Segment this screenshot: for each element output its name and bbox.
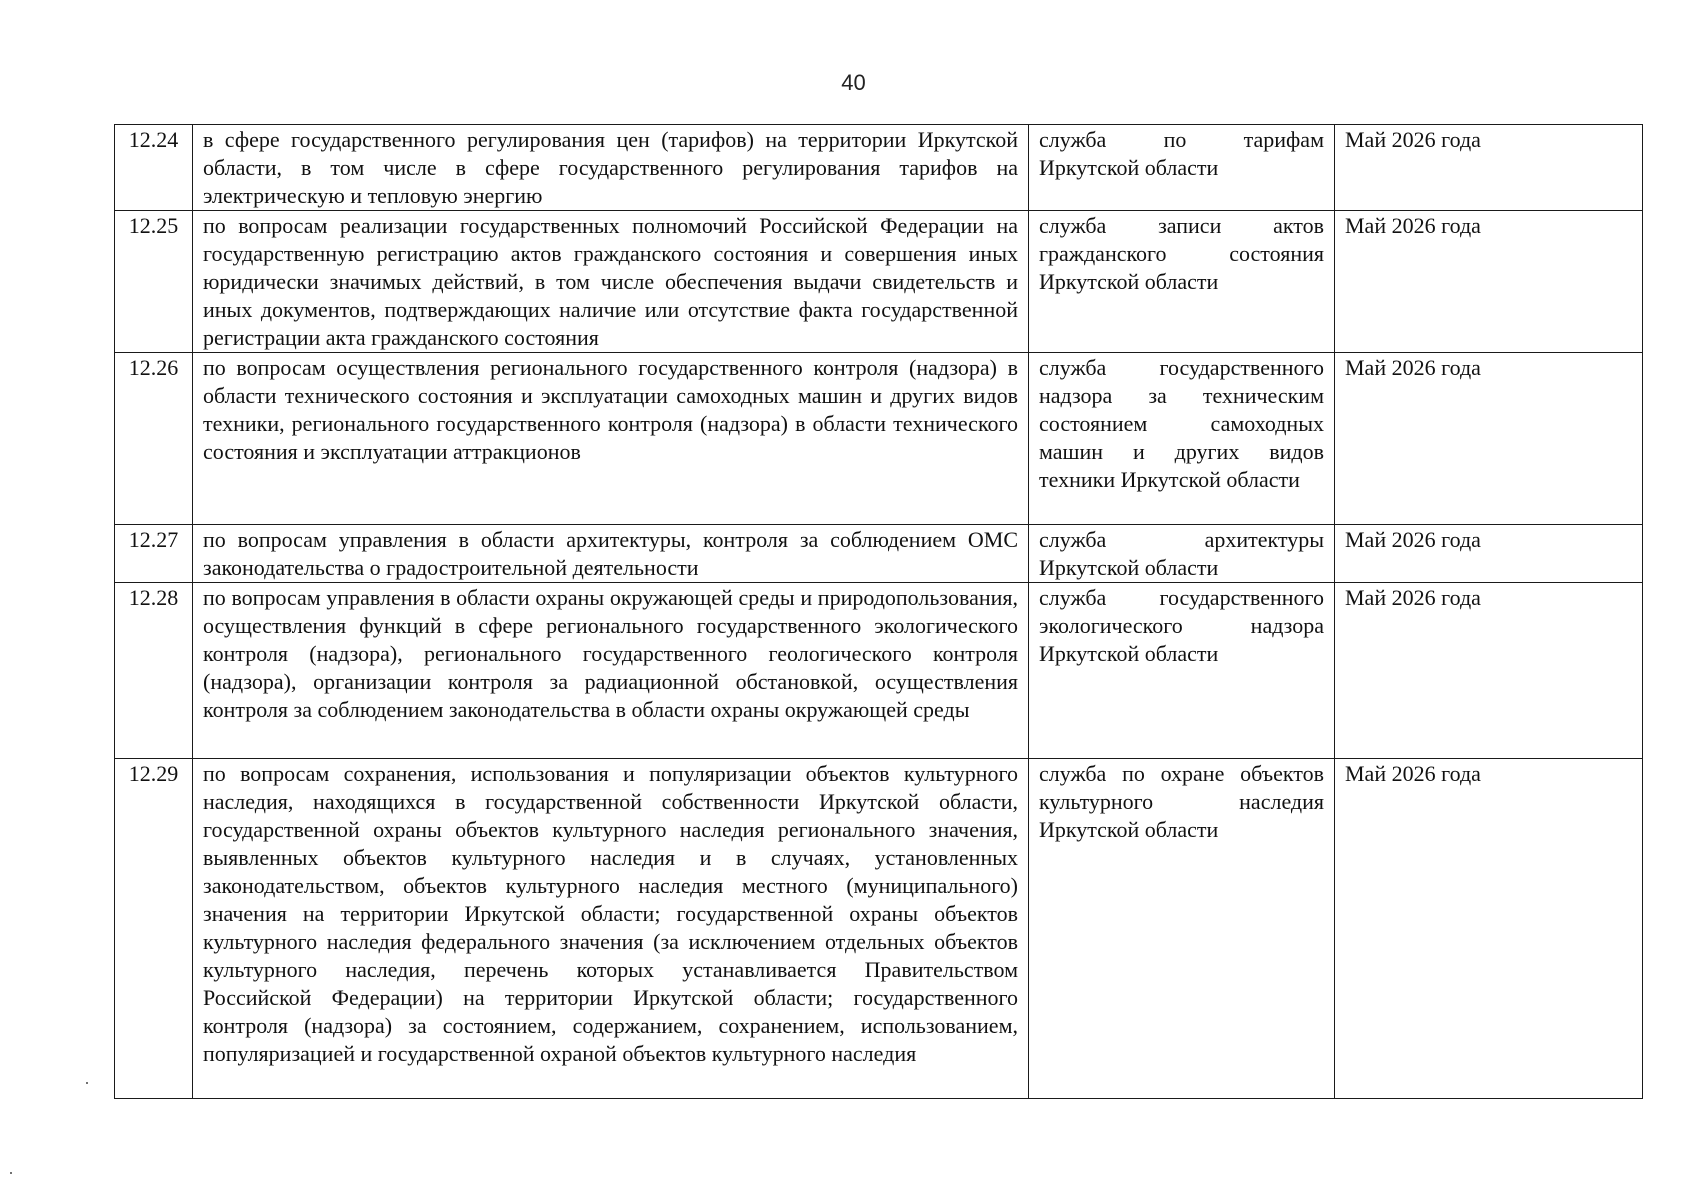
scan-speck: [86, 1082, 88, 1084]
row-description: по вопросам управления в области архитектуры, контроля за соблюдением ОМС законодательства о градостроительной деятельности: [193, 525, 1029, 583]
table-row: [115, 211, 1643, 353]
row-number: 12.27: [115, 525, 193, 583]
row-description: в сфере государственного регулирования цен (тарифов) на территории Иркутской области, в том числе в сфере государственного регулирования тарифов на электрическую и тепловую энергию: [193, 125, 1029, 211]
row-deadline: Май 2026 года: [1335, 583, 1643, 759]
row-responsible-body: служба архитектуры Иркутской области: [1029, 525, 1335, 583]
row-deadline: Май 2026 года: [1335, 353, 1643, 525]
document-table: [114, 124, 1643, 1099]
row-responsible-body: служба по тарифам Иркутской области: [1029, 125, 1335, 211]
table-row: [115, 353, 1643, 525]
row-deadline: Май 2026 года: [1335, 211, 1643, 353]
row-description: по вопросам управления в области охраны окружающей среды и природопользования, осуществления функций в сфере регионального государственного экологического контроля (надзора), регионального государственного геологического контроля (надзора), организации контроля за радиационной обстановкой, осуществления контроля за соблюдением законодательства в области охраны окружающей среды: [193, 583, 1029, 759]
row-deadline: Май 2026 года: [1335, 125, 1643, 211]
row-description: по вопросам осуществления регионального государственного контроля (надзора) в области технического состояния и эксплуатации самоходных машин и других видов техники, регионального государственного контроля (надзора) в области технического состояния и эксплуатации аттракционов: [193, 353, 1029, 525]
row-number: 12.29: [115, 759, 193, 1099]
row-number: 12.24: [115, 125, 193, 211]
row-number: 12.26: [115, 353, 193, 525]
row-number: 12.25: [115, 211, 193, 353]
table-row: [115, 125, 1643, 211]
page-number: 40: [841, 70, 866, 95]
table-row: [115, 583, 1643, 759]
row-deadline: Май 2026 года: [1335, 525, 1643, 583]
row-responsible-body: служба государственного экологического надзора Иркутской области: [1029, 583, 1335, 759]
row-description: по вопросам сохранения, использования и популяризации объектов культурного наследия, находящихся в государственной собственности Иркутской области, государственной охраны объектов культурного наследия регионального значения, выявленных объектов культурного наследия и в случаях, установленных законодательством, объектов культурного наследия местного (муниципального) значения на территории Иркутской области; государственной охраны объектов культурного наследия федерального значения (за исключением отдельных объектов культурного наследия, перечень которых устанавливается Правительством Российской Федерации) на территории Иркутской области; государственного контроля (надзора) за состоянием, содержанием, сохранением, использованием, популяризацией и государственной охраной объектов культурного наследия: [193, 759, 1029, 1099]
row-description: по вопросам реализации государственных полномочий Российской Федерации на государственную регистрацию актов гражданского состояния и совершения иных юридически значимых действий, в том числе обеспечения выдачи свидетельств и иных документов, подтверждающих наличие или отсутствие факта государственной регистрации акта гражданского состояния: [193, 211, 1029, 353]
table-row: [115, 525, 1643, 583]
row-responsible-body: служба записи актов гражданского состояния Иркутской области: [1029, 211, 1335, 353]
row-number: 12.28: [115, 583, 193, 759]
row-responsible-body: служба по охране объектов культурного наследия Иркутской области: [1029, 759, 1335, 1099]
table-row: [115, 759, 1643, 1099]
row-deadline: Май 2026 года: [1335, 759, 1643, 1099]
scan-speck: [10, 1172, 12, 1174]
row-responsible-body: служба государственного надзора за техническим состоянием самоходных машин и других видов техники Иркутской области: [1029, 353, 1335, 525]
